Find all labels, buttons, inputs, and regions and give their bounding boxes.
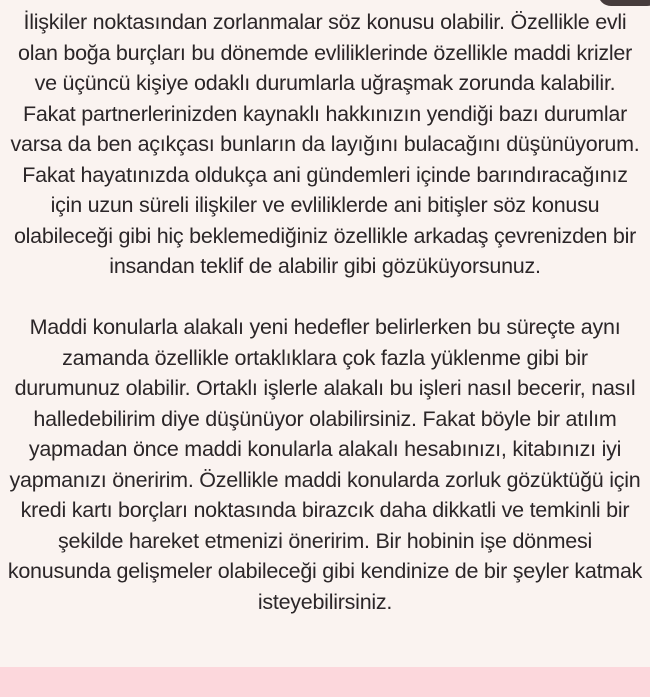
- bottom-pink-bar: [0, 667, 650, 697]
- paragraph-finances: Maddi konularla alakalı yeni hedefler belirlerken bu süreçte aynı zamanda özellikle ortaklıklara çok fazla yüklenme gibi bir durumunuz olabilir. Ortaklı işlerle alakalı bu işleri nasıl becerir, nasıl halledebilirim diye düşünüyor olabilirsiniz. Fakat böyle bir atılım yapmadan önce maddi konularla alakalı hesabınızı, kitabınızı iyi yapmanızı öneririm. Özellikle maddi konularda zorluk gözüktüğü için kredi kartı borçları noktasında birazcık daha dikkatli ve temkinli bir şekilde hareket etmenizi öneririm. Bir hobinin işe dönmesi konusunda gelişmeler olabileceği gibi kendinize de bir şeyler katmak isteyebilirsiniz.: [7, 315, 643, 614]
- paragraph-relationships: İlişkiler noktasından zorlanmalar söz konusu olabilir. Özellikle evli olan boğa burçları bu dönemde evliliklerinde özellikle maddi krizler ve üçüncü kişiye odaklı durumlarla uğraşmak zorunda kalabilir. Fakat partnerlerinizden kaynaklı hakkınızın yendiği bazı durumlar varsa da ben açıkçası bunların da layığını bulacağını düşünüyorum. Fakat hayatınızda oldukça ani gündemleri içinde barındıracağınız için uzun süreli ilişkiler ve evliliklerde ani bitişler söz konusu olabileceği gibi hiç beklemediğiniz özellikle arkadaş çevrenizden bir insandan teklif de alabilir gibi gözüküyorsunuz.: [10, 10, 640, 278]
